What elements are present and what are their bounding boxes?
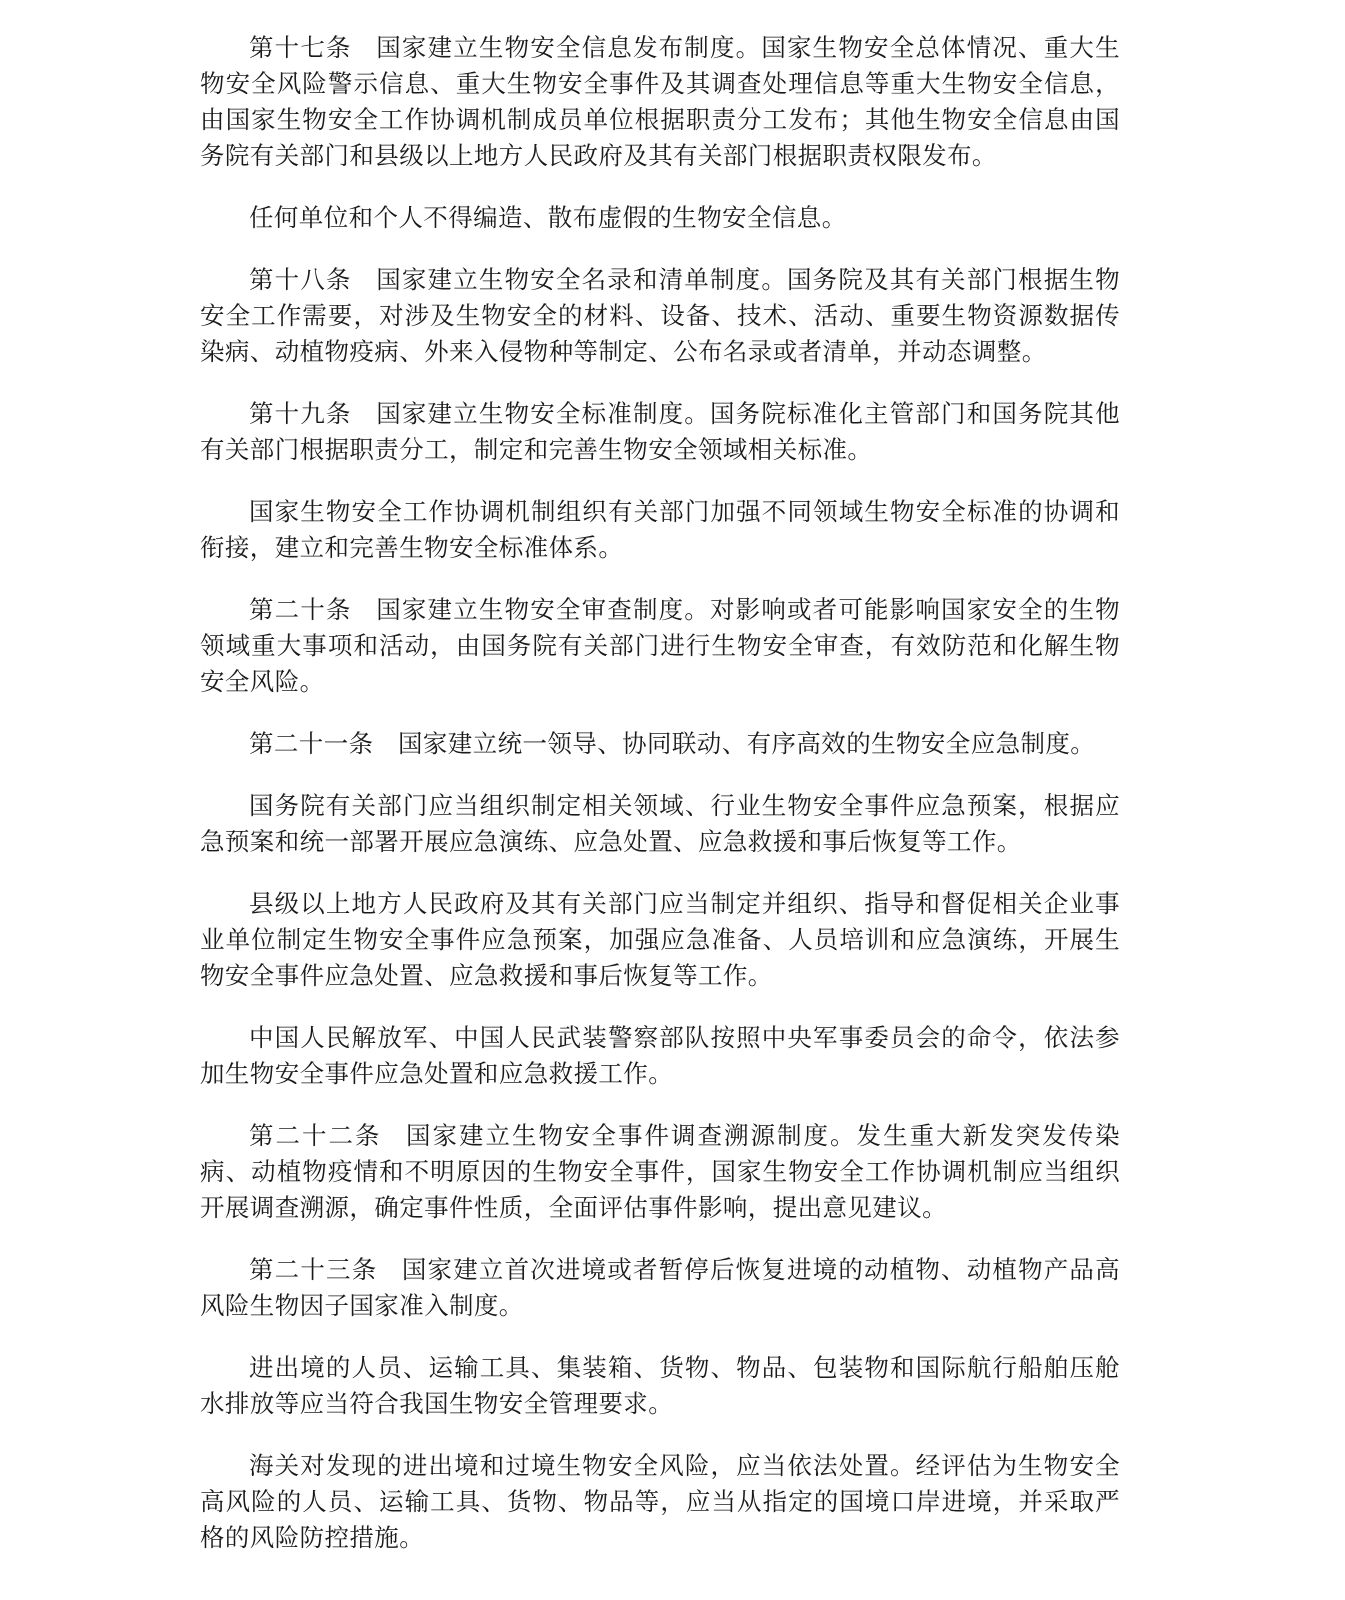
- paragraph-text: 国家建立生物安全审查制度。对影响或者可能影响国家安全的生物领域重大事项和活动，由国务院有关部门进行生物安全审查，有效防范和化解生物安全风险。: [200, 595, 1120, 696]
- paragraph-text: 国家建立生物安全标准制度。国务院标准化主管部门和国务院其他有关部门根据职责分工，制定和完善生物安全领域相关标准。: [200, 399, 1120, 464]
- paragraph-article-18: [200, 262, 1120, 370]
- paragraph-article-21: [200, 726, 1120, 762]
- paragraph: [200, 494, 1120, 566]
- article-number: 第二十条: [249, 595, 352, 624]
- paragraph: [200, 1448, 1120, 1556]
- article-number: 第二十三条: [249, 1255, 378, 1284]
- article-number: 第十七条: [249, 33, 352, 62]
- article-number: 第二十一条: [249, 729, 374, 758]
- paragraph-article-17: [200, 30, 1120, 174]
- paragraph-text: 国家建立首次进境或者暂停后恢复进境的动植物、动植物产品高风险生物因子国家准入制度。: [200, 1255, 1120, 1320]
- paragraph-article-23: [200, 1252, 1120, 1324]
- paragraph-text: 海关对发现的进出境和过境生物安全风险，应当依法处置。经评估为生物安全高风险的人员、运输工具、货物、物品等，应当从指定的国境口岸进境，并采取严格的风险防控措施。: [200, 1451, 1120, 1552]
- paragraph: [200, 886, 1120, 994]
- paragraph-text: 国家建立生物安全事件调查溯源制度。发生重大新发突发传染病、动植物疫情和不明原因的生物安全事件，国家生物安全工作协调机制应当组织开展调查溯源，确定事件性质，全面评估事件影响，提出意见建议。: [200, 1121, 1120, 1222]
- paragraph-article-22: [200, 1118, 1120, 1226]
- paragraph: [200, 1350, 1120, 1422]
- paragraph-text: 国家建立生物安全信息发布制度。国家生物安全总体情况、重大生物安全风险警示信息、重大生物安全事件及其调查处理信息等重大生物安全信息，由国家生物安全工作协调机制成员单位根据职责分工发布；其他生物安全信息由国务院有关部门和县级以上地方人民政府及其有关部门根据职责权限发布。: [200, 33, 1120, 170]
- article-number: 第十八条: [249, 265, 352, 294]
- paragraph-text: 任何单位和个人不得编造、散布虚假的生物安全信息。: [249, 203, 847, 232]
- paragraph: [200, 1020, 1120, 1092]
- paragraph-article-20: [200, 592, 1120, 700]
- paragraph-text: 国家建立统一领导、协同联动、有序高效的生物安全应急制度。: [398, 729, 1096, 758]
- paragraph-text: 国家建立生物安全名录和清单制度。国务院及其有关部门根据生物安全工作需要，对涉及生物安全的材料、设备、技术、活动、重要生物资源数据传染病、动植物疫病、外来入侵物种等制定、公布名录或者清单，并动态调整。: [200, 265, 1120, 366]
- paragraph-text: 进出境的人员、运输工具、集装箱、货物、物品、包装物和国际航行船舶压舱水排放等应当符合我国生物安全管理要求。: [200, 1353, 1120, 1418]
- paragraph-text: 中国人民解放军、中国人民武装警察部队按照中央军事委员会的命令，依法参加生物安全事件应急处置和应急救援工作。: [200, 1023, 1120, 1088]
- paragraph-text: 国务院有关部门应当组织制定相关领域、行业生物安全事件应急预案，根据应急预案和统一部署开展应急演练、应急处置、应急救援和事后恢复等工作。: [200, 791, 1120, 856]
- paragraph-article-19: [200, 396, 1120, 468]
- paragraph: [200, 788, 1120, 860]
- paragraph-text: 国家生物安全工作协调机制组织有关部门加强不同领域生物安全标准的协调和衔接，建立和完善生物安全标准体系。: [200, 497, 1120, 562]
- paragraph-text: 县级以上地方人民政府及其有关部门应当制定并组织、指导和督促相关企业事业单位制定生物安全事件应急预案，加强应急准备、人员培训和应急演练，开展生物安全事件应急处置、应急救援和事后恢复等工作。: [200, 889, 1120, 990]
- document-page: [200, 30, 1120, 1582]
- paragraph: [200, 200, 1120, 236]
- article-number: 第二十二条: [249, 1121, 382, 1150]
- article-number: 第十九条: [249, 399, 352, 428]
